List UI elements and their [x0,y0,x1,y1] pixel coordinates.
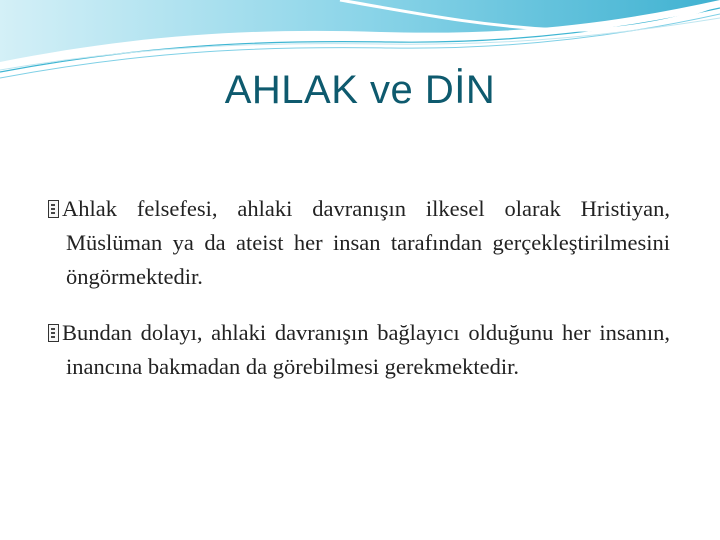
bullet-paragraph-1 [48,192,670,294]
bullet-glyph-icon [48,324,59,342]
bullet-text-1: Ahlak felsefesi, ahlaki davranışın ilkesel olarak Hristiyan, Müslüman ya da ateist her insan tarafından gerçekleştirilmesini öngörmektedir. [62,196,670,289]
bullet-paragraph-2 [48,316,670,384]
bullet-text-2: Bundan dolayı, ahlaki davranışın bağlayıcı olduğunu her insanın, inancına bakmadan da görebilmesi gerekmektedir. [62,320,670,379]
bullet-glyph-icon [48,200,59,218]
slide-body [48,192,670,406]
slide-title: AHLAK ve DİN [224,68,496,112]
